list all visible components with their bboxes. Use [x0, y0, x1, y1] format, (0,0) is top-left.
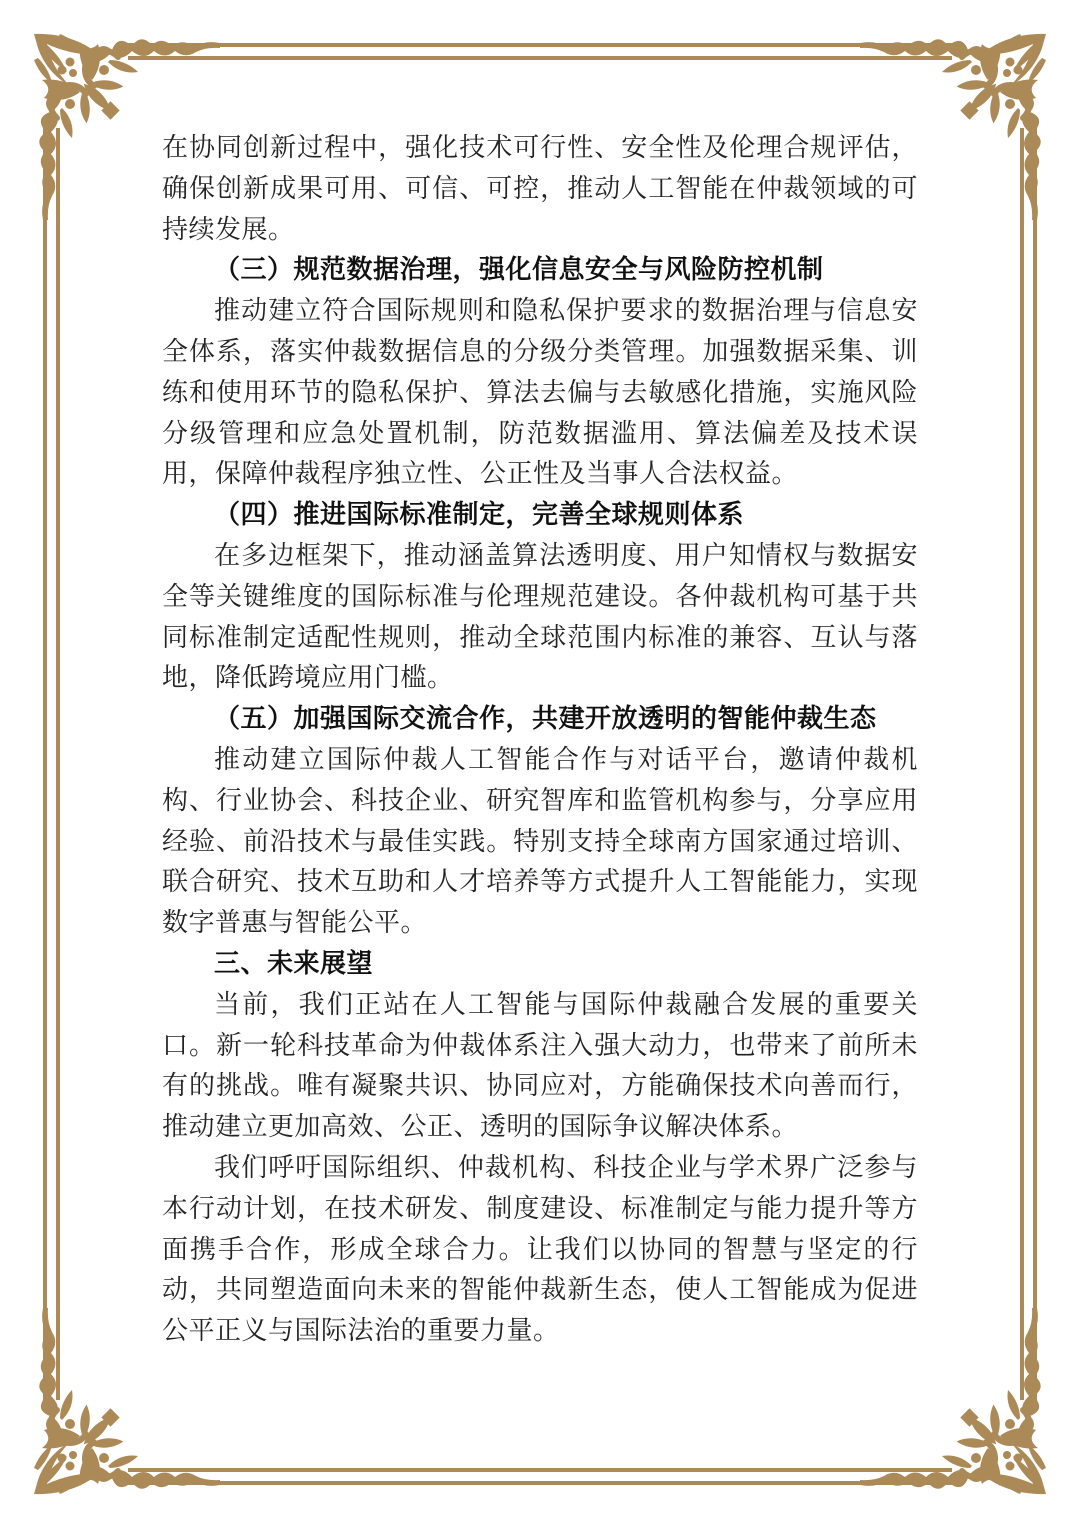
section-heading: 三、未来展望 — [214, 948, 374, 978]
frame-line-right-outer — [1033, 128, 1037, 1400]
body-paragraph: 推动建立国际仲裁人工智能合作与对话平台，邀请仲裁机构、行业协会、科技企业、研究智库和监管机构参与，分享应用经验、前沿技术与最佳实践。特别支持全球南方国家通过培训、联合研究、技术互助和人才培养等方式提升人工智能能力，实现数字普惠与智能公平。 — [162, 744, 918, 938]
section-heading: （四）推进国际标准制定，完善全球规则体系 — [214, 500, 745, 530]
body-paragraph: 在多边框架下，推动涵盖算法透明度、用户知情权与数据安全等关键维度的国际标准与伦理规范建设。各仲裁机构可基于共同标准制定适配性规则，推动全球范围内标准的兼容、互认与落地，降低跨境应用门槛。 — [162, 540, 918, 693]
document-body — [162, 128, 918, 1352]
body-paragraph: 我们呼吁国际组织、仲裁机构、科技企业与学术界广泛参与本行动计划，在技术研发、制度建设、标准制定与能力提升等方面携手合作，形成全球合力。让我们以协同的智慧与坚定的行动，共同塑造面向未来的智能仲裁新生态，使人工智能成为促进公平正义与国际法治的重要力量。 — [162, 1152, 918, 1346]
frame-line-right-inner — [1020, 128, 1024, 1400]
frame-line-top-inner — [128, 56, 952, 60]
frame-line-bottom-outer — [128, 1481, 952, 1485]
body-paragraph: 在协同创新过程中，强化技术可行性、安全性及伦理合规评估，确保创新成果可用、可信、可控，推动人工智能在仲裁领域的可持续发展。 — [162, 133, 918, 244]
frame-line-left-inner — [56, 128, 60, 1400]
body-paragraph: 当前，我们正站在人工智能与国际仲裁融合发展的重要关口。新一轮科技革命为仲裁体系注入强大动力，也带来了前所未有的挑战。唯有凝聚共识、协同应对，方能确保技术向善而行，推动建立更加高效、公正、透明的国际争议解决体系。 — [162, 989, 918, 1142]
section-heading: （五）加强国际交流合作，共建开放透明的智能仲裁生态 — [214, 704, 877, 734]
frame-line-top-outer — [128, 43, 952, 47]
frame-line-bottom-inner — [128, 1468, 952, 1472]
section-heading: （三）规范数据治理，强化信息安全与风险防控机制 — [214, 255, 824, 285]
frame-line-left-outer — [43, 128, 47, 1400]
body-paragraph: 推动建立符合国际规则和隐私保护要求的数据治理与信息安全体系，落实仲裁数据信息的分级分类管理。加强数据采集、训练和使用环节的隐私保护、算法去偏与去敏感化措施，实施风险分级管理和应急处置机制，防范数据滥用、算法偏差及技术误用，保障仲裁程序独立性、公正性及当事人合法权益。 — [162, 296, 918, 489]
